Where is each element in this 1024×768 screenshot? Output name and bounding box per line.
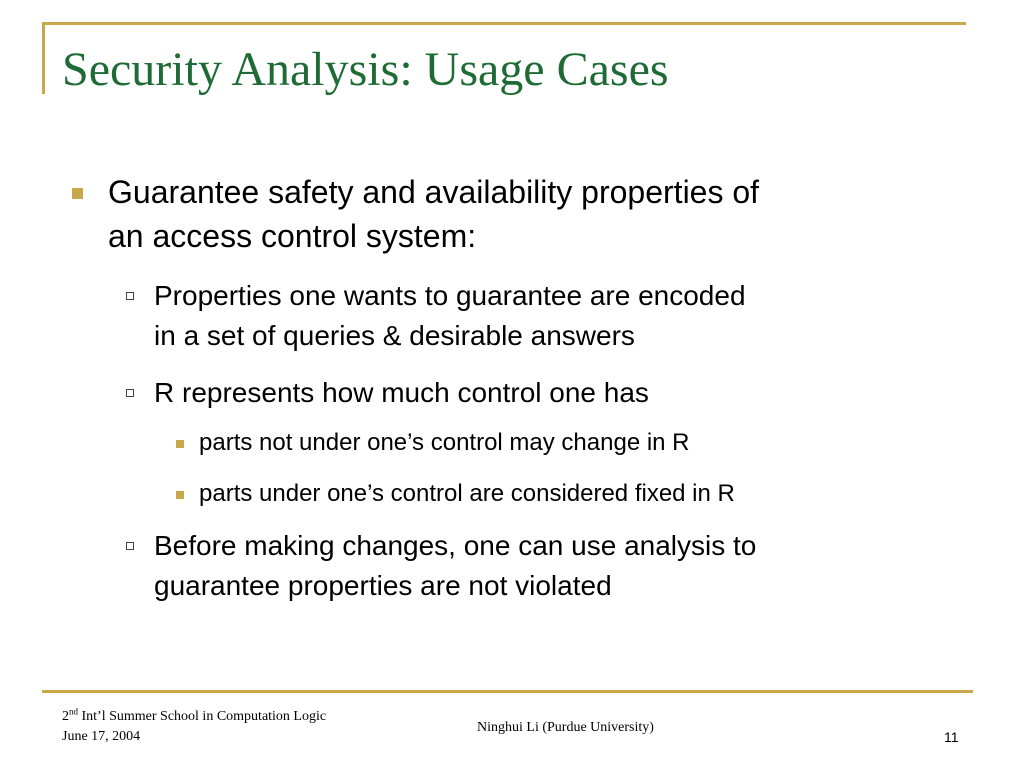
- bullet-line: parts not under one’s control may change in R: [199, 429, 690, 456]
- hollow-square-bullet-icon: [126, 292, 134, 300]
- event-name: Int’l Summer School in Computation Logic: [78, 709, 327, 724]
- footer-date: June 17, 2004: [62, 729, 141, 744]
- footer-event: [62, 708, 326, 726]
- square-bullet-icon: [176, 491, 184, 499]
- bullet-line: guarantee properties are not violated: [154, 570, 612, 601]
- bullet-line: parts under one’s control are considered fixed in R: [199, 480, 735, 507]
- bullet-line: R represents how much control one has: [154, 377, 649, 408]
- slide-title: Security Analysis: Usage Cases: [62, 43, 669, 96]
- footer-author: Ninghui Li (Purdue University): [477, 720, 654, 735]
- bullet-line: Properties one wants to guarantee are encoded: [154, 280, 746, 311]
- edition-number: 2: [62, 709, 69, 724]
- bullet-line: in a set of queries & desirable answers: [154, 320, 635, 351]
- square-bullet-icon: [176, 440, 184, 448]
- footer-rule: [42, 690, 973, 693]
- bullet-line: an access control system:: [108, 218, 477, 254]
- edition-suffix: nd: [69, 706, 78, 717]
- bullet-line: Before making changes, one can use analysis to: [154, 530, 757, 561]
- bullet-line: Guarantee safety and availability properties of: [108, 174, 760, 210]
- bullet-item: [199, 425, 690, 461]
- square-bullet-icon: [72, 188, 83, 199]
- slide-number: 11: [944, 729, 959, 745]
- bullet-item: [154, 526, 756, 606]
- bullet-item: [154, 276, 746, 356]
- bullet-item: [108, 170, 759, 258]
- hollow-square-bullet-icon: [126, 389, 134, 397]
- bullet-item: [199, 476, 735, 512]
- bullet-item: [154, 373, 649, 413]
- hollow-square-bullet-icon: [126, 542, 134, 550]
